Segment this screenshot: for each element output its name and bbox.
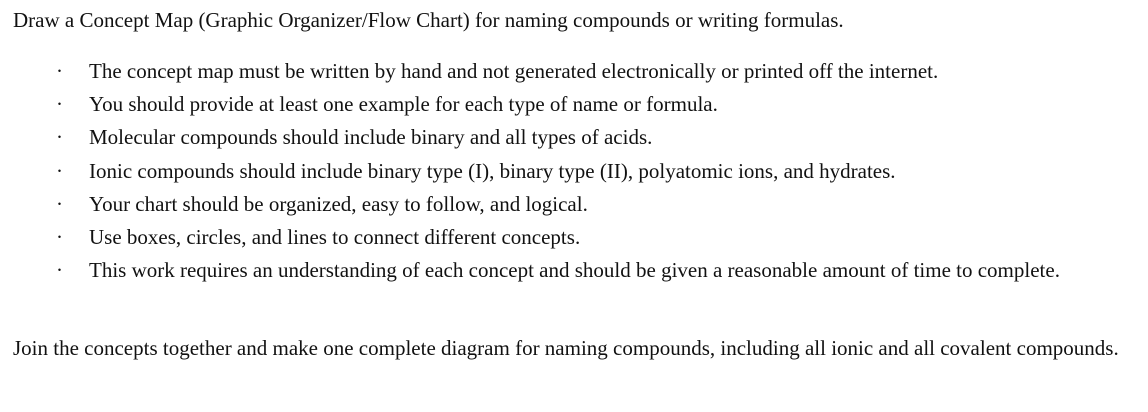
bullet-marker: · [56,125,63,150]
requirement-text: Ionic compounds should include binary type (I), binary type (II), polyatomic ions, and hydrates. [89,158,896,183]
requirement-item [0,189,1148,219]
requirement-text: Molecular compounds should include binary and all types of acids. [89,125,653,150]
bullet-marker: · [56,59,63,83]
requirement-item [0,255,1148,285]
requirement-text: The concept map must be written by hand and not generated electronically or printed off the internet. [89,59,939,83]
requirement-text: You should provide at least one example for each type of name or formula. [89,92,718,117]
bullet-marker: · [56,191,63,216]
requirement-item [0,156,1148,186]
requirement-item [0,56,1148,86]
closing-instruction: Join the concepts together and make one complete diagram for naming compounds, including all ionic and all covalent compounds. [13,336,1119,360]
requirements-list [0,56,1148,288]
requirement-text: Use boxes, circles, and lines to connect different concepts. [89,224,581,249]
bullet-marker: · [56,224,63,249]
requirement-text: This work requires an understanding of each concept and should be given a reasonable amount of time to complete. [89,258,1060,283]
requirement-item [0,222,1148,252]
bullet-marker: · [56,158,63,183]
requirement-item [0,89,1148,119]
intro-instruction: Draw a Concept Map (Graphic Organizer/Flow Chart) for naming compounds or writing formulas. [13,8,844,32]
requirement-text: Your chart should be organized, easy to follow, and logical. [89,191,588,216]
bullet-marker: · [56,258,63,283]
bullet-marker: · [56,92,63,117]
requirement-item [0,122,1148,152]
